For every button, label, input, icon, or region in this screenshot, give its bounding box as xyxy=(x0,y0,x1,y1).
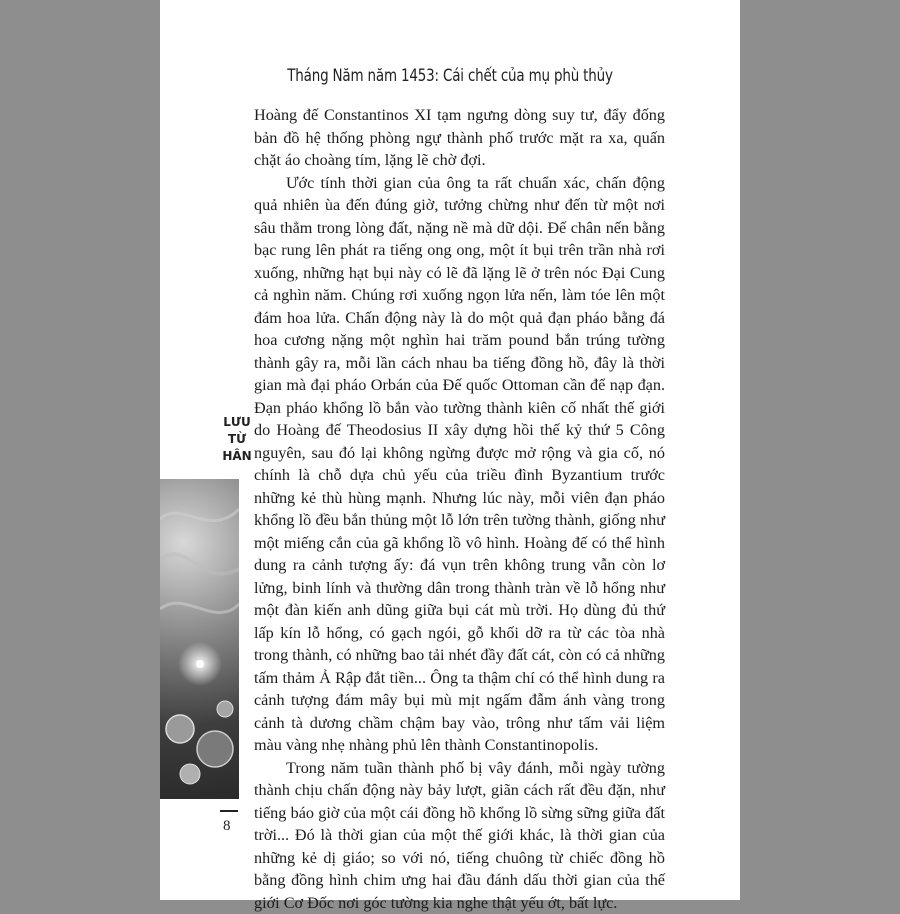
author-name xyxy=(217,414,257,465)
author-line: LƯU xyxy=(217,414,257,431)
page-number-rule xyxy=(220,810,238,812)
page-number: 8 xyxy=(223,818,231,835)
chapter-title: Tháng Năm năm 1453: Cái chết của mụ phù thủy xyxy=(195,66,705,86)
author-line: HÂN xyxy=(217,448,257,465)
book-page xyxy=(160,0,740,900)
paragraph: Hoàng đế Constantinos XI tạm ngưng dòng suy tư, đẩy đống bản đồ hệ thống phòng ngự thành phố trước mặt ra xa, quấn chặt áo choàng tím, lặng lẽ chờ đợi. xyxy=(254,104,665,172)
author-line: TỪ xyxy=(217,431,257,448)
paragraph: Trong năm tuần thành phố bị vây đánh, mỗi ngày tường thành chịu chấn động này bảy lượt, giãn cách rất đều đặn, như tiếng báo giờ của một cái đồng hồ khổng lồ sừng sững giữa đất trời... Đó là thời gian của một thế giới khác, là thời gian của những kẻ dị giáo; so với nó, tiếng chuông từ chiếc đồng hồ bằng đồng hình chim ưng hai đầu đánh dấu thời gian của thế giới Cơ Đốc nơi góc tường kia nghe thật yếu ớt, bất lực. xyxy=(254,757,665,914)
paragraph: Ước tính thời gian của ông ta rất chuẩn xác, chấn động quả nhiên ùa đến đúng giờ, tưởng chừng như đến từ một nơi sâu thẳm trong lòng đất, nặng nề mà dữ dội. Đế chân nến bằng bạc rung lên phát ra tiếng ong ong, một ít bụi trên trần nhà rơi xuống, những hạt bụi này có lẽ đã lặng lẽ ở trên nóc Đại Cung cả nghìn năm. Chúng rơi xuống ngọn lửa nến, làm tóe lên một đám hoa lửa. Chấn động này là do một quả đạn pháo bằng đá hoa cương nặng một nghìn hai trăm pound bắn trúng tường thành gây ra, mỗi lần cách nhau ba tiếng đồng hồ, đây là thời gian mà đại pháo Orbán của Đế quốc Ottoman cần để nạp đạn. Đạn pháo khổng lồ bắn vào tường thành kiên cố nhất thế giới do Hoàng đế Theodosius II xây dựng hồi thế kỷ thứ 5 Công nguyên, sau đó lại không ngừng được mở rộng và gia cố, nó chính là chỗ dựa chủ yếu của triều đình Byzantium trước những kẻ thù hùng mạnh. Nhưng lúc này, mỗi viên đạn pháo khổng lồ đều bắn thủng một lỗ lớn trên tường thành, giống như một miếng cắn của gã khổng lồ vô hình. Hoàng đế có thể hình dung ra cảnh tượng ấy: đá vụn trên không trung vẫn còn lơ lửng, binh lính và thường dân trong thành tràn về lỗ hổng như một đàn kiến anh dũng giữa bụi cát mù trời. Họ dùng đủ thứ lấp kín lỗ hổng, có gạch ngói, gỗ khối dỡ ra từ các tòa nhà trong thành, có những bao tải nhét đầy đất cát, còn có cả những tấm thảm Ả Rập đắt tiền... Ông ta thậm chí có thể hình dung ra cảnh tượng đám mây bụi mù mịt ngấm đẫm ánh vàng trong cảnh tà dương chầm chậm bay vào, trông như tấm vải liệm màu vàng nhẹ nhàng phủ lên thành Constantinopolis. xyxy=(254,172,665,757)
cover-art-image xyxy=(160,479,239,799)
body-text xyxy=(254,104,665,914)
